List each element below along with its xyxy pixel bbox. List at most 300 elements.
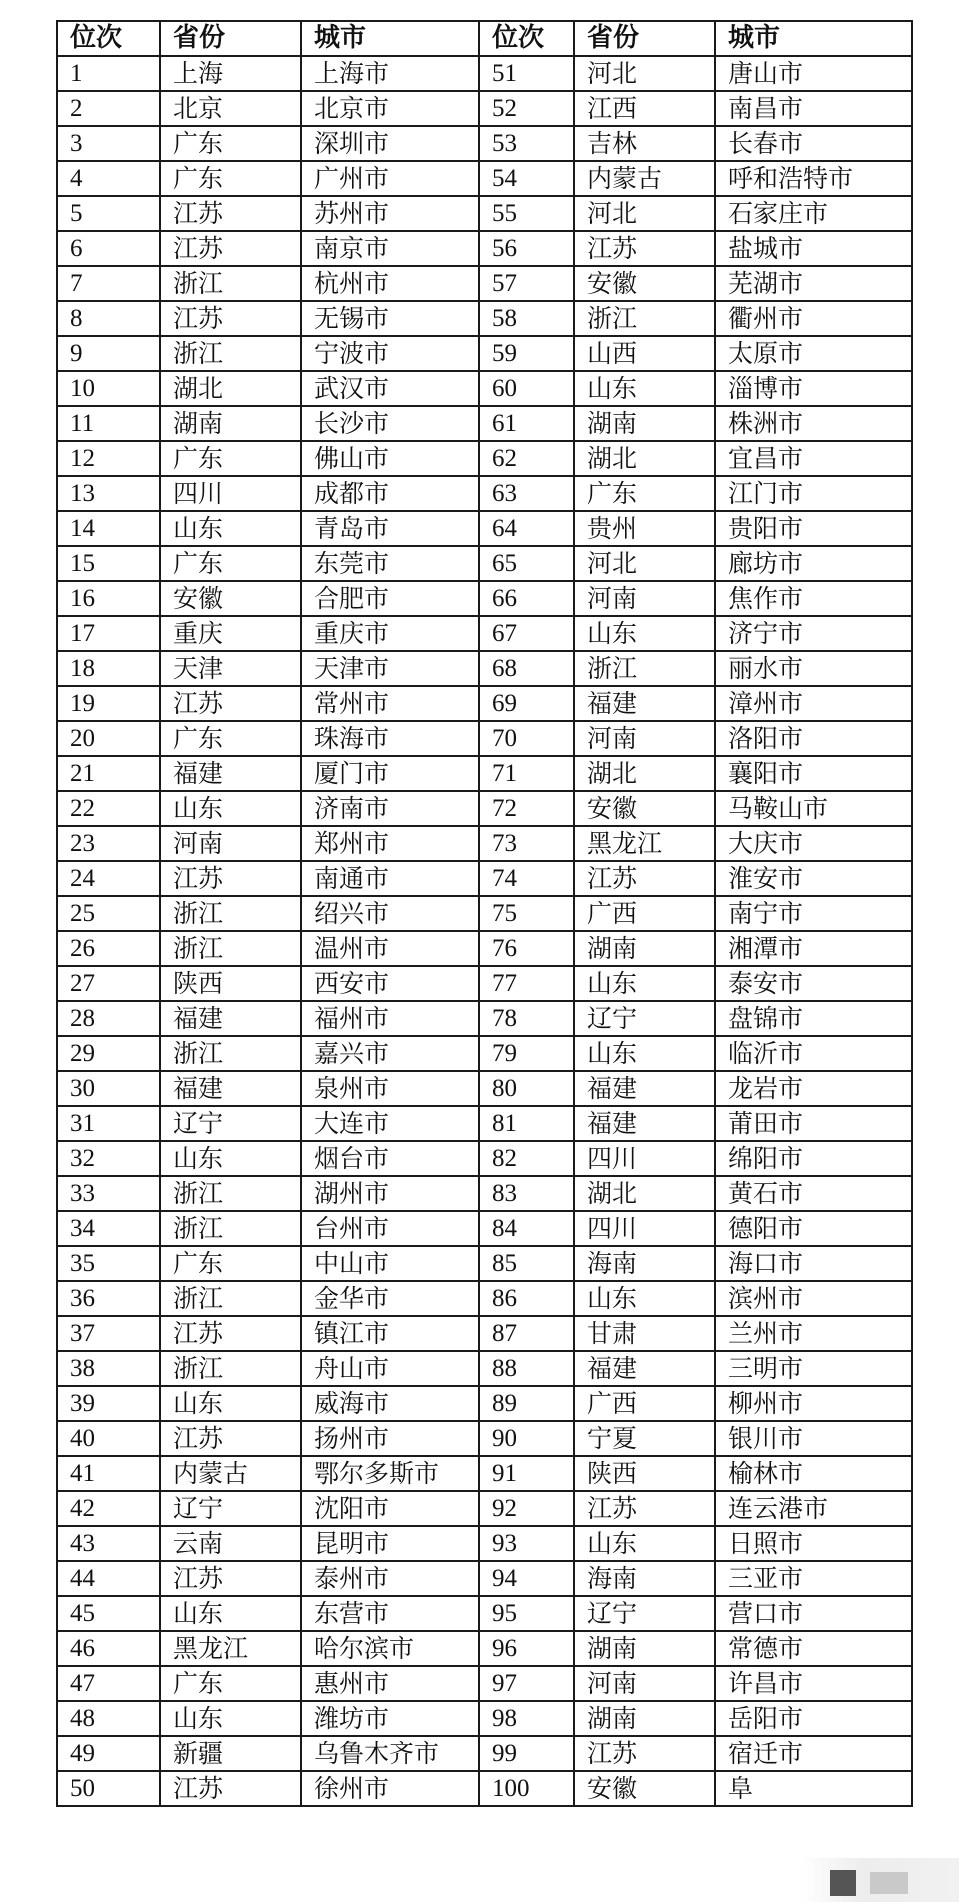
cell-city: 海口市 [715, 1246, 912, 1281]
cell-province: 广东 [160, 126, 301, 161]
cell-city: 镇江市 [301, 1316, 479, 1351]
cell-rank: 50 [57, 1771, 160, 1806]
cell-rank: 86 [479, 1281, 574, 1316]
cell-city: 乌鲁木齐市 [301, 1736, 479, 1771]
cell-province: 江苏 [160, 1316, 301, 1351]
cell-city: 呼和浩特市 [715, 161, 912, 196]
cell-province: 内蒙古 [574, 161, 715, 196]
cell-city: 湖州市 [301, 1176, 479, 1211]
cell-city: 重庆市 [301, 616, 479, 651]
cell-rank: 53 [479, 126, 574, 161]
cell-rank: 72 [479, 791, 574, 826]
cell-city: 苏州市 [301, 196, 479, 231]
cell-province: 江苏 [574, 1491, 715, 1526]
table-row [57, 1456, 912, 1491]
cell-city: 宁波市 [301, 336, 479, 371]
cell-province: 内蒙古 [160, 1456, 301, 1491]
cell-province: 河北 [574, 196, 715, 231]
cell-city: 淄博市 [715, 371, 912, 406]
cell-city: 临沂市 [715, 1036, 912, 1071]
cell-province: 湖南 [574, 406, 715, 441]
cell-city: 绵阳市 [715, 1141, 912, 1176]
cell-city: 廊坊市 [715, 546, 912, 581]
cell-city: 杭州市 [301, 266, 479, 301]
table-row [57, 1421, 912, 1456]
cell-province: 海南 [574, 1246, 715, 1281]
cell-city: 常德市 [715, 1631, 912, 1666]
cell-rank: 23 [57, 826, 160, 861]
cell-rank: 7 [57, 266, 160, 301]
table-row [57, 1176, 912, 1211]
cell-rank: 45 [57, 1596, 160, 1631]
table-row [57, 1246, 912, 1281]
cell-rank: 8 [57, 301, 160, 336]
cell-city: 珠海市 [301, 721, 479, 756]
cell-province: 辽宁 [574, 1596, 715, 1631]
cell-city: 石家庄市 [715, 196, 912, 231]
cell-rank: 60 [479, 371, 574, 406]
cell-rank: 52 [479, 91, 574, 126]
cell-province: 上海 [160, 56, 301, 91]
table-row [57, 1526, 912, 1561]
cell-city: 宿迁市 [715, 1736, 912, 1771]
table-row [57, 1106, 912, 1141]
cell-city: 成都市 [301, 476, 479, 511]
cell-city: 马鞍山市 [715, 791, 912, 826]
cell-province: 江苏 [160, 301, 301, 336]
header-province: 省份 [160, 21, 301, 56]
cell-city: 鄂尔多斯市 [301, 1456, 479, 1491]
cell-city: 佛山市 [301, 441, 479, 476]
cell-city: 焦作市 [715, 581, 912, 616]
table-row [57, 1631, 912, 1666]
cell-city: 广州市 [301, 161, 479, 196]
header-rank: 位次 [479, 21, 574, 56]
cell-city: 株洲市 [715, 406, 912, 441]
cell-rank: 80 [479, 1071, 574, 1106]
cell-province: 陕西 [574, 1456, 715, 1491]
header-city: 城市 [301, 21, 479, 56]
header-province: 省份 [574, 21, 715, 56]
cell-province: 浙江 [160, 1176, 301, 1211]
table-row [57, 1036, 912, 1071]
cell-city: 济南市 [301, 791, 479, 826]
cell-rank: 6 [57, 231, 160, 266]
cell-rank: 100 [479, 1771, 574, 1806]
cell-province: 江苏 [574, 1736, 715, 1771]
cell-rank: 43 [57, 1526, 160, 1561]
cell-province: 山东 [574, 966, 715, 1001]
cell-rank: 62 [479, 441, 574, 476]
cell-province: 山东 [574, 1281, 715, 1316]
cell-rank: 63 [479, 476, 574, 511]
table-row [57, 581, 912, 616]
cell-rank: 40 [57, 1421, 160, 1456]
table-row [57, 441, 912, 476]
cell-province: 重庆 [160, 616, 301, 651]
cell-rank: 35 [57, 1246, 160, 1281]
cell-city: 中山市 [301, 1246, 479, 1281]
cell-city: 厦门市 [301, 756, 479, 791]
table-header-row [57, 21, 912, 56]
table-row [57, 651, 912, 686]
cell-province: 湖南 [574, 931, 715, 966]
header-city: 城市 [715, 21, 912, 56]
city-ranking-table [56, 20, 913, 1807]
cell-province: 广东 [574, 476, 715, 511]
cell-province: 广东 [160, 546, 301, 581]
cell-city: 湘潭市 [715, 931, 912, 966]
cell-rank: 32 [57, 1141, 160, 1176]
cell-province: 陕西 [160, 966, 301, 1001]
cell-city: 三明市 [715, 1351, 912, 1386]
cell-province: 山东 [160, 1701, 301, 1736]
cell-city: 东营市 [301, 1596, 479, 1631]
cell-province: 浙江 [160, 896, 301, 931]
cell-province: 河北 [574, 56, 715, 91]
cell-city: 大连市 [301, 1106, 479, 1141]
cell-rank: 47 [57, 1666, 160, 1701]
cell-province: 浙江 [574, 651, 715, 686]
cell-city: 天津市 [301, 651, 479, 686]
cell-city: 嘉兴市 [301, 1036, 479, 1071]
cell-city: 金华市 [301, 1281, 479, 1316]
cell-province: 安徽 [574, 791, 715, 826]
cell-city: 台州市 [301, 1211, 479, 1246]
table-row [57, 336, 912, 371]
table-row [57, 266, 912, 301]
cell-city: 盘锦市 [715, 1001, 912, 1036]
table-row [57, 826, 912, 861]
cell-province: 河南 [574, 721, 715, 756]
table-row [57, 1491, 912, 1526]
cell-city: 滨州市 [715, 1281, 912, 1316]
cell-rank: 65 [479, 546, 574, 581]
cell-city: 徐州市 [301, 1771, 479, 1806]
cell-province: 福建 [574, 686, 715, 721]
cell-city: 长春市 [715, 126, 912, 161]
cell-rank: 51 [479, 56, 574, 91]
cell-rank: 81 [479, 1106, 574, 1141]
cell-rank: 12 [57, 441, 160, 476]
cell-city: 襄阳市 [715, 756, 912, 791]
cell-rank: 15 [57, 546, 160, 581]
cell-province: 广东 [160, 441, 301, 476]
cell-rank: 49 [57, 1736, 160, 1771]
cell-province: 广西 [574, 896, 715, 931]
cell-city: 洛阳市 [715, 721, 912, 756]
cell-city: 黄石市 [715, 1176, 912, 1211]
cell-rank: 42 [57, 1491, 160, 1526]
cell-city: 青岛市 [301, 511, 479, 546]
cell-province: 河南 [160, 826, 301, 861]
cell-province: 安徽 [160, 581, 301, 616]
cell-province: 浙江 [160, 1281, 301, 1316]
cell-rank: 24 [57, 861, 160, 896]
cell-rank: 82 [479, 1141, 574, 1176]
cell-city: 昆明市 [301, 1526, 479, 1561]
cell-province: 福建 [160, 756, 301, 791]
cell-province: 江苏 [574, 861, 715, 896]
cell-rank: 94 [479, 1561, 574, 1596]
cell-province: 广东 [160, 161, 301, 196]
cell-city: 济宁市 [715, 616, 912, 651]
cell-province: 江苏 [160, 1421, 301, 1456]
cell-city: 合肥市 [301, 581, 479, 616]
table-row [57, 721, 912, 756]
cell-province: 福建 [574, 1351, 715, 1386]
cell-rank: 39 [57, 1386, 160, 1421]
table-row [57, 966, 912, 1001]
cell-city: 温州市 [301, 931, 479, 966]
table-row [57, 1736, 912, 1771]
cell-city: 营口市 [715, 1596, 912, 1631]
cell-rank: 9 [57, 336, 160, 371]
cell-rank: 13 [57, 476, 160, 511]
cell-rank: 34 [57, 1211, 160, 1246]
cell-province: 福建 [160, 1071, 301, 1106]
cell-city: 沈阳市 [301, 1491, 479, 1526]
cell-rank: 28 [57, 1001, 160, 1036]
cell-province: 山东 [160, 1386, 301, 1421]
cell-province: 安徽 [574, 266, 715, 301]
cell-province: 安徽 [574, 1771, 715, 1806]
cell-rank: 74 [479, 861, 574, 896]
cell-city: 惠州市 [301, 1666, 479, 1701]
cell-city: 南宁市 [715, 896, 912, 931]
cell-province: 宁夏 [574, 1421, 715, 1456]
cell-city: 连云港市 [715, 1491, 912, 1526]
cell-city: 泰安市 [715, 966, 912, 1001]
cell-rank: 92 [479, 1491, 574, 1526]
cell-rank: 75 [479, 896, 574, 931]
cell-city: 丽水市 [715, 651, 912, 686]
cell-rank: 66 [479, 581, 574, 616]
cell-city: 贵阳市 [715, 511, 912, 546]
cell-city: 三亚市 [715, 1561, 912, 1596]
cell-province: 河南 [574, 581, 715, 616]
cell-city: 无锡市 [301, 301, 479, 336]
cell-province: 四川 [574, 1141, 715, 1176]
table-row [57, 1666, 912, 1701]
cell-province: 湖南 [160, 406, 301, 441]
cell-city: 宜昌市 [715, 441, 912, 476]
cell-city: 唐山市 [715, 56, 912, 91]
cell-rank: 3 [57, 126, 160, 161]
cell-rank: 59 [479, 336, 574, 371]
cell-rank: 14 [57, 511, 160, 546]
table-row [57, 1281, 912, 1316]
cell-city: 泉州市 [301, 1071, 479, 1106]
cell-province: 山东 [160, 1596, 301, 1631]
cell-city: 潍坊市 [301, 1701, 479, 1736]
cell-rank: 2 [57, 91, 160, 126]
cell-province: 山东 [160, 1141, 301, 1176]
cell-rank: 31 [57, 1106, 160, 1141]
cell-rank: 1 [57, 56, 160, 91]
cell-rank: 17 [57, 616, 160, 651]
table-row [57, 1141, 912, 1176]
cell-province: 湖北 [574, 1176, 715, 1211]
cell-province: 广东 [160, 1666, 301, 1701]
cell-city: 芜湖市 [715, 266, 912, 301]
cell-city: 德阳市 [715, 1211, 912, 1246]
table-row [57, 546, 912, 581]
cell-rank: 21 [57, 756, 160, 791]
cell-city: 榆林市 [715, 1456, 912, 1491]
cell-province: 广东 [160, 721, 301, 756]
cell-rank: 61 [479, 406, 574, 441]
cell-city: 淮安市 [715, 861, 912, 896]
cell-city: 银川市 [715, 1421, 912, 1456]
cell-rank: 46 [57, 1631, 160, 1666]
cell-province: 浙江 [160, 1036, 301, 1071]
table-row [57, 756, 912, 791]
cell-province: 贵州 [574, 511, 715, 546]
cell-province: 黑龙江 [574, 826, 715, 861]
cell-rank: 76 [479, 931, 574, 966]
cell-province: 山东 [574, 1036, 715, 1071]
cell-rank: 27 [57, 966, 160, 1001]
table-row [57, 1351, 912, 1386]
cell-city: 大庆市 [715, 826, 912, 861]
table-row [57, 1001, 912, 1036]
cell-city: 上海市 [301, 56, 479, 91]
cell-rank: 37 [57, 1316, 160, 1351]
cell-rank: 22 [57, 791, 160, 826]
cell-city: 北京市 [301, 91, 479, 126]
cell-rank: 98 [479, 1701, 574, 1736]
cell-city: 柳州市 [715, 1386, 912, 1421]
cell-rank: 19 [57, 686, 160, 721]
table-row [57, 126, 912, 161]
cell-city: 威海市 [301, 1386, 479, 1421]
cell-city: 太原市 [715, 336, 912, 371]
cell-province: 新疆 [160, 1736, 301, 1771]
cell-rank: 20 [57, 721, 160, 756]
cell-rank: 77 [479, 966, 574, 1001]
cell-rank: 56 [479, 231, 574, 266]
cell-city: 深圳市 [301, 126, 479, 161]
cell-province: 辽宁 [574, 1001, 715, 1036]
table-row [57, 196, 912, 231]
cell-province: 福建 [160, 1001, 301, 1036]
cell-rank: 89 [479, 1386, 574, 1421]
cell-rank: 38 [57, 1351, 160, 1386]
table-row [57, 91, 912, 126]
cell-city: 绍兴市 [301, 896, 479, 931]
cell-province: 浙江 [160, 931, 301, 966]
cell-province: 山东 [574, 616, 715, 651]
cell-province: 广西 [574, 1386, 715, 1421]
cell-province: 四川 [160, 476, 301, 511]
cell-city: 岳阳市 [715, 1701, 912, 1736]
cell-rank: 97 [479, 1666, 574, 1701]
cell-province: 江苏 [574, 231, 715, 266]
cell-city: 福州市 [301, 1001, 479, 1036]
table-row [57, 231, 912, 266]
cell-city: 南京市 [301, 231, 479, 266]
cell-rank: 91 [479, 1456, 574, 1491]
cell-rank: 69 [479, 686, 574, 721]
cell-province: 山东 [160, 791, 301, 826]
cell-province: 辽宁 [160, 1106, 301, 1141]
cell-rank: 85 [479, 1246, 574, 1281]
cell-province: 河北 [574, 546, 715, 581]
cell-city: 泰州市 [301, 1561, 479, 1596]
cell-province: 江西 [574, 91, 715, 126]
cell-rank: 88 [479, 1351, 574, 1386]
cell-rank: 71 [479, 756, 574, 791]
cell-rank: 11 [57, 406, 160, 441]
table-row [57, 301, 912, 336]
cell-city: 西安市 [301, 966, 479, 1001]
cell-city: 烟台市 [301, 1141, 479, 1176]
cell-province: 江苏 [160, 1561, 301, 1596]
table-row [57, 1211, 912, 1246]
cell-province: 浙江 [160, 266, 301, 301]
table-row [57, 1771, 912, 1806]
cell-rank: 99 [479, 1736, 574, 1771]
cell-rank: 16 [57, 581, 160, 616]
cell-province: 江苏 [160, 1771, 301, 1806]
cell-rank: 18 [57, 651, 160, 686]
cell-rank: 70 [479, 721, 574, 756]
table-row [57, 1561, 912, 1596]
table-row [57, 1596, 912, 1631]
cell-city: 莆田市 [715, 1106, 912, 1141]
cell-province: 浙江 [160, 1351, 301, 1386]
cell-rank: 55 [479, 196, 574, 231]
cell-city: 常州市 [301, 686, 479, 721]
cell-province: 江苏 [160, 861, 301, 896]
cell-province: 福建 [574, 1106, 715, 1141]
cell-rank: 68 [479, 651, 574, 686]
watermark-icon [870, 1872, 908, 1894]
cell-city: 日照市 [715, 1526, 912, 1561]
cell-province: 四川 [574, 1211, 715, 1246]
cell-city: 衢州市 [715, 301, 912, 336]
table-row [57, 791, 912, 826]
cell-province: 山东 [574, 371, 715, 406]
cell-rank: 83 [479, 1176, 574, 1211]
table-row [57, 861, 912, 896]
table-row [57, 161, 912, 196]
cell-city: 郑州市 [301, 826, 479, 861]
table-row [57, 476, 912, 511]
cell-province: 北京 [160, 91, 301, 126]
table-row [57, 931, 912, 966]
watermark-icon [830, 1870, 856, 1896]
cell-rank: 79 [479, 1036, 574, 1071]
cell-rank: 78 [479, 1001, 574, 1036]
table-row [57, 56, 912, 91]
cell-province: 浙江 [574, 301, 715, 336]
cell-rank: 73 [479, 826, 574, 861]
cell-city: 长沙市 [301, 406, 479, 441]
cell-province: 黑龙江 [160, 1631, 301, 1666]
cell-province: 湖南 [574, 1631, 715, 1666]
cell-rank: 30 [57, 1071, 160, 1106]
table-row [57, 616, 912, 651]
cell-rank: 87 [479, 1316, 574, 1351]
cell-rank: 41 [57, 1456, 160, 1491]
cell-province: 河南 [574, 1666, 715, 1701]
cell-rank: 36 [57, 1281, 160, 1316]
cell-rank: 84 [479, 1211, 574, 1246]
cell-province: 辽宁 [160, 1491, 301, 1526]
cell-rank: 29 [57, 1036, 160, 1071]
